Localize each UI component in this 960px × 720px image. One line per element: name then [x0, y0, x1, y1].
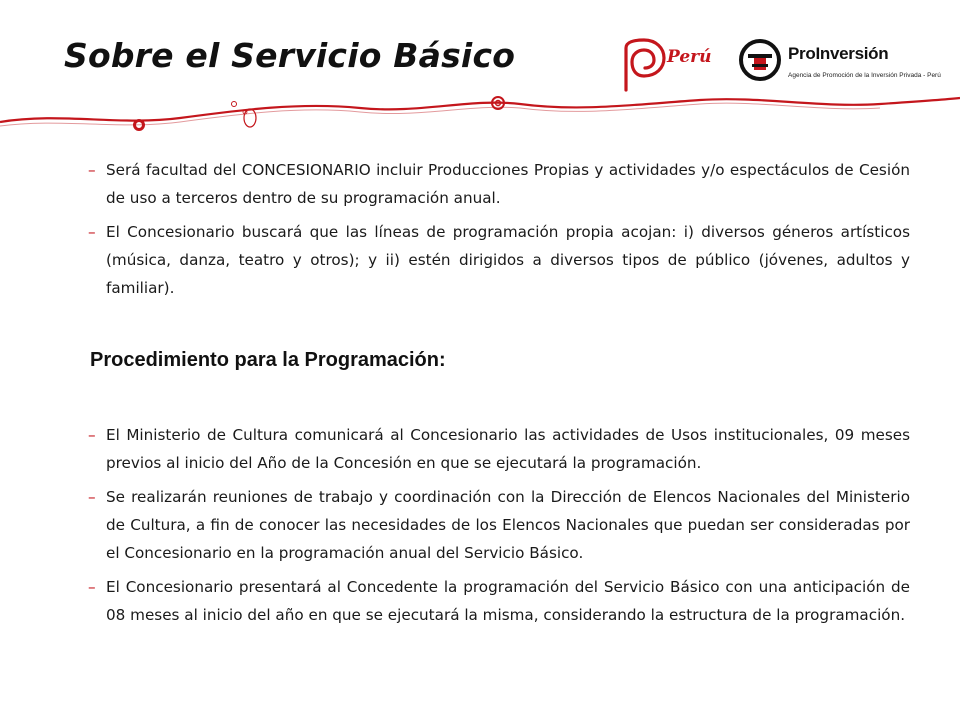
procedure-bullet-list [88, 421, 910, 635]
bullet-text: El Concesionario buscará que las líneas de programación propia acojan: i) diversos géneros artísticos (música, danza, teatro y otros); y ii) estén dirigidos a diversos tipos de público (jóvenes, adultos y familiar). [106, 223, 910, 297]
proinversion-subtitle: Agencia de Promoción de la Inversión Privada - Perú [788, 72, 941, 79]
intro-bullet-list [88, 156, 910, 308]
proinversion-logo-icon [738, 38, 782, 82]
bullet-text: Será facultad del CONCESIONARIO incluir Producciones Propias y actividades y/o espectáculos de Cesión de uso a terceros dentro de su programación anual. [106, 161, 910, 207]
list-item [88, 156, 910, 212]
proinversion-name: ProInversión [788, 44, 889, 63]
dash-marker: – [88, 161, 96, 179]
dash-marker: – [88, 488, 96, 506]
header-wave-decoration [0, 0, 960, 160]
list-item [88, 573, 910, 629]
section-heading: Procedimiento para la Programación: [90, 349, 446, 371]
bullet-text: El Ministerio de Cultura comunicará al Concesionario las actividades de Usos institucionales, 09 meses previos al inicio del Año de la Concesión en que se ejecutará la programación. [106, 426, 910, 472]
list-item [88, 218, 910, 302]
red-wave-line [0, 98, 960, 122]
dash-marker: – [88, 578, 96, 596]
peru-logo-text: Perú [667, 47, 712, 67]
dash-marker: – [88, 426, 96, 444]
bullet-text: Se realizarán reuniones de trabajo y coordinación con la Dirección de Elencos Nacionales del Ministerio de Cultura, a fin de conocer las necesidades de los Elencos Nacionales que puedan ser consideradas por el Concesionario en la programación anual del Servicio Básico. [106, 488, 910, 562]
list-item [88, 483, 910, 567]
bullet-text: El Concesionario presentará al Concedente la programación del Servicio Básico con una anticipación de 08 meses al inicio del año en que se ejecutará la misma, considerando la estructura de la programación. [106, 578, 910, 624]
peru-brand-logo [612, 36, 722, 96]
list-item [88, 421, 910, 477]
page-title: Sobre el Servicio Básico [64, 36, 516, 75]
dash-marker: – [88, 223, 96, 241]
